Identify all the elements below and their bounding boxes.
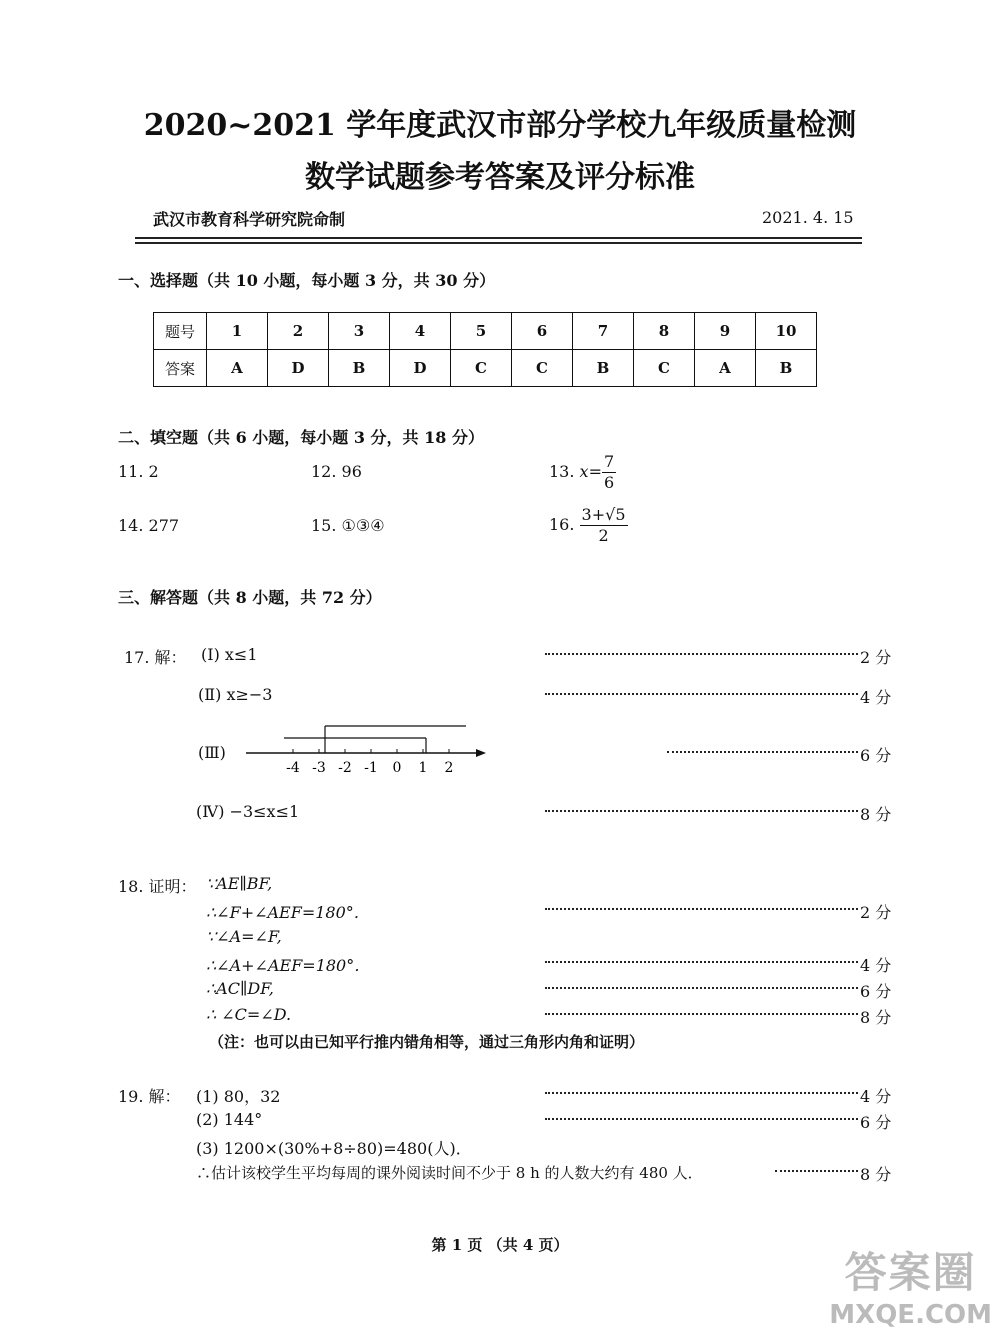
dot-leader	[545, 693, 858, 695]
table-cell: B	[329, 350, 390, 387]
q18-note: （注：也可以由已知平行推内错角相等，通过三角形内角和证明）	[209, 1033, 645, 1051]
table-cell: 5	[451, 313, 512, 350]
axis-tick-label: -2	[338, 760, 352, 776]
table-cell: 10	[756, 313, 817, 350]
page-footer: 第 1 页 （共 4 页）	[431, 1236, 569, 1254]
q16-fraction	[580, 505, 628, 546]
axis-tick-label: 1	[418, 760, 428, 776]
dot-leader	[545, 987, 858, 989]
row-label-answer: 答案	[154, 350, 207, 387]
date: 2021. 4. 15	[762, 208, 854, 227]
table-cell: A	[695, 350, 756, 387]
watermark	[829, 1240, 992, 1330]
table-row-answers	[154, 350, 817, 387]
answer-q11: 11. 2	[118, 462, 159, 481]
score-label: 2 分	[860, 903, 892, 922]
table-cell: 7	[573, 313, 634, 350]
header-rule-1	[135, 237, 862, 239]
table-cell: C	[451, 350, 512, 387]
issuer: 武汉市教育科学研究院命制	[153, 210, 346, 229]
q19-label: 19. 解：	[118, 1087, 181, 1106]
score-label: 4 分	[860, 956, 892, 975]
q17-part1: (Ⅰ) x≤1	[201, 645, 258, 664]
dot-leader	[775, 1170, 858, 1172]
score-label: 6 分	[860, 982, 892, 1001]
answer-q12: 12. 96	[311, 462, 362, 481]
dot-leader	[545, 1092, 858, 1094]
axis-tick-label: 2	[444, 760, 454, 776]
watermark-logo-text: 答案圈	[844, 1248, 977, 1297]
q17-part2: (Ⅱ) x≥−3	[198, 685, 273, 704]
dot-leader	[545, 653, 858, 655]
table-cell: B	[756, 350, 817, 387]
q17-label: 17. 解：	[124, 648, 187, 667]
table-cell: C	[512, 350, 573, 387]
q19-part4: ∴估计该校学生平均每周的课外阅读时间不少于 8 h 的人数大约有 480 人．	[196, 1164, 703, 1182]
table-cell: 6	[512, 313, 573, 350]
dot-leader	[545, 961, 858, 963]
table-cell: D	[268, 350, 329, 387]
q13-fraction	[602, 452, 616, 493]
q18-line: ∴∠F+∠AEF=180°．	[206, 903, 370, 922]
score-label: 8 分	[860, 805, 892, 824]
q16-numerator: 3+√5	[581, 505, 626, 524]
table-cell: 8	[634, 313, 695, 350]
score-label: 4 分	[860, 1087, 892, 1106]
q13-label: 13.	[549, 462, 575, 481]
q18-label: 18. 证明：	[118, 877, 197, 896]
answer-q16	[549, 505, 628, 546]
q16-label: 16.	[549, 515, 575, 534]
q13-var: x=	[579, 462, 602, 481]
q17-part3: (Ⅲ)	[198, 743, 226, 762]
answer-q13	[549, 452, 616, 493]
row-label-number: 题号	[154, 313, 207, 350]
axis-tick-label: 0	[392, 760, 402, 776]
section3-heading: 三、解答题（共 8 小题，共 72 分）	[118, 588, 382, 607]
score-label: 4 分	[860, 688, 892, 707]
table-cell: 1	[207, 313, 268, 350]
score-label: 6 分	[860, 746, 892, 765]
title-line-2: 数学试题参考答案及评分标准	[305, 160, 695, 195]
number-line	[240, 718, 490, 780]
watermark-url: MXQE.COM	[829, 1300, 992, 1330]
axis-tick-label: -3	[312, 760, 326, 776]
q18-line: ∴ ∠C=∠D.	[206, 1005, 292, 1024]
header-rule-2	[135, 242, 862, 244]
q18-line: ∴AC∥DF,	[206, 979, 274, 998]
q13-numerator: 7	[603, 452, 615, 471]
q18-line: ∵∠A=∠F,	[206, 927, 282, 946]
dot-leader	[545, 1118, 858, 1120]
table-cell: B	[573, 350, 634, 387]
table-cell: D	[390, 350, 451, 387]
axis-tick-label: -4	[286, 760, 300, 776]
q13-denominator: 6	[603, 473, 615, 492]
score-label: 8 分	[860, 1008, 892, 1027]
table-cell: C	[634, 350, 695, 387]
answer-q15: 15. ①③④	[311, 516, 385, 535]
dot-leader	[667, 751, 858, 753]
title-line-1: 2020~2021 学年度武汉市部分学校九年级质量检测	[143, 108, 857, 143]
q16-denominator: 2	[598, 526, 609, 545]
q19-part3: (3) 1200×(30%+8÷80)=480(人)．	[196, 1139, 472, 1158]
score-label: 6 分	[860, 1113, 892, 1132]
dot-leader	[545, 810, 858, 812]
answer-q14: 14. 277	[118, 516, 180, 535]
q19-part2: (2) 144°	[196, 1110, 263, 1129]
table-row-numbers	[154, 313, 817, 350]
dot-leader	[545, 1013, 858, 1015]
answer-table	[153, 312, 817, 387]
section2-heading: 二、填空题（共 6 小题，每小题 3 分，共 18 分）	[118, 428, 484, 447]
score-label: 2 分	[860, 648, 892, 667]
table-cell: 9	[695, 313, 756, 350]
dot-leader	[545, 908, 858, 910]
axis-tick-label: -1	[364, 760, 378, 776]
q17-part4: (Ⅳ) −3≤x≤1	[196, 802, 300, 821]
q18-line: ∵AE∥BF,	[206, 874, 273, 893]
q19-part1: (1) 80，32	[196, 1087, 281, 1106]
score-label: 8 分	[860, 1165, 892, 1184]
table-cell: 2	[268, 313, 329, 350]
table-cell: A	[207, 350, 268, 387]
q18-line: ∴∠A+∠AEF=180°．	[206, 956, 371, 975]
table-cell: 4	[390, 313, 451, 350]
section1-heading: 一、选择题（共 10 小题，每小题 3 分，共 30 分）	[118, 271, 496, 290]
table-cell: 3	[329, 313, 390, 350]
